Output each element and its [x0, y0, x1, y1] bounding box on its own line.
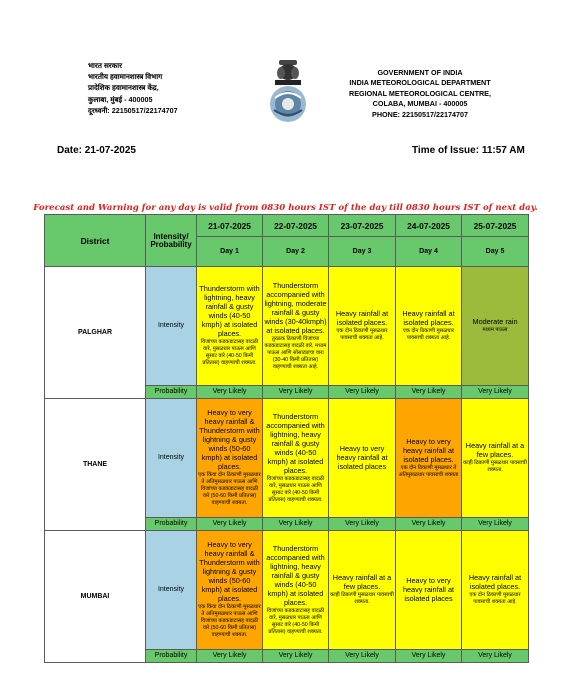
issue-date: Date: 21-07-2025 — [57, 145, 136, 156]
intensity-header: Intensity/ Probability — [146, 215, 197, 267]
forecast-text-en: Heavy rainfall at isolated places. — [468, 573, 522, 591]
probability-value: Very Likely — [263, 386, 329, 399]
forecast-text-mr: काही ठिकाणी मुसळधार पावसाची शक्यता. — [463, 460, 527, 473]
forecast-cell — [462, 531, 529, 650]
date-header: 23-07-2025 — [329, 215, 396, 237]
date-header: 24-07-2025 — [396, 215, 462, 237]
probability-value: Very Likely — [263, 650, 329, 663]
forecast-cell — [462, 399, 529, 518]
forecast-text-en: Thunderstorm with lightning, heavy rainfall & gusty winds (40-50 kmph) at isolated places. — [199, 284, 260, 338]
forecast-cell — [329, 531, 396, 650]
intensity-label: Intensity — [146, 399, 197, 518]
forecast-text-en: Heavy to very heavy rainfall at isolated places — [336, 443, 388, 471]
probability-value: Very Likely — [197, 650, 263, 663]
forecast-cell — [197, 531, 263, 650]
header-right-line: GOVERNMENT OF INDIA — [377, 68, 463, 77]
day-header: Day 4 — [396, 237, 462, 267]
probability-label: Probability — [146, 518, 197, 531]
forecast-cell — [396, 531, 462, 650]
header-right-line: PHONE: 22150517/22174707 — [372, 109, 468, 119]
forecast-text-en: Heavy to very heavy rainfall at isolated places — [402, 575, 455, 603]
forecast-text-mr: एक दोन ठिकाणी मुसळधार पावसाची शक्यता आहे. — [402, 328, 455, 341]
forecast-cell — [263, 531, 329, 650]
forecast-text-en: Heavy to very heavy rainfall & Thunderstorm with lightning & gusty winds (50-60 kmph) at isolated places. — [199, 408, 260, 471]
forecast-text-mr: काही ठिकाणी मुसळधार पावसाची शक्यता. — [330, 592, 394, 605]
forecast-text-mr: मध्यम पाऊस — [482, 327, 508, 333]
district-name: THANE — [45, 399, 146, 531]
header-left-line: भारतीय हवामानशास्त्र विभाग — [88, 72, 163, 82]
forecast-text-mr: एक दोन ठिकाणी मुसळधार पावसाची शक्यता आहे. — [469, 592, 521, 605]
forecast-cell — [263, 399, 329, 518]
forecast-text-en: Heavy rainfall at a few places. — [465, 441, 525, 459]
forecast-text-en: Heavy to very heavy rainfall at isolated places. — [402, 436, 455, 464]
forecast-cell — [396, 399, 462, 518]
district-name: MUMBAI — [45, 531, 146, 663]
day-header: Day 1 — [197, 237, 263, 267]
header-left-block — [88, 60, 238, 116]
probability-label: Probability — [146, 386, 197, 399]
probability-value: Very Likely — [329, 650, 396, 663]
probability-value: Very Likely — [396, 650, 462, 663]
forecast-text-en: Heavy rainfall at isolated places. — [402, 309, 455, 327]
forecast-text-mr: एक दोन ठिकाणी मुसळधार पावसाची शक्यता आहे. — [336, 328, 388, 341]
forecast-text-en: Heavy rainfall at a few places. — [332, 573, 392, 591]
probability-value: Very Likely — [462, 650, 529, 663]
forecast-cell — [329, 267, 396, 386]
forecast-text-en: Heavy to very heavy rainfall & Thunderstorm with lightning & gusty winds (50-60 kmph) at isolated places. — [199, 540, 260, 603]
forecast-text-mr: एक दोन ठिकाणी मुसळधार ते अतिमुसळधार पावसाची शक्यता — [398, 464, 459, 478]
forecast-text-mr: एक किंवा दोन ठिकाणी मुसळधार ते अतिमुसळधार पाऊस आणि विजांच्या कडकडाटासह वादळी वारे (50-60 किमी प्रतितास) वाहण्याची शक्यता. — [198, 604, 261, 638]
forecast-text-mr: विजांच्या कडकडाटासह वादळी वारे, मुसळधार पाऊस आणि सुसाट वारे (40-50 किमी प्रतितास) वाहण्याची शक्यता. — [266, 475, 325, 503]
header-right-line: INDIA METEOROLOGICAL DEPARTMENT — [349, 78, 491, 88]
probability-label: Probability — [146, 650, 197, 663]
validity-notice: Forecast and Warning for any day is valid from 0830 hours IST of the day till 0830 hours IST of next day. — [33, 203, 538, 213]
forecast-text-en: Heavy rainfall at isolated places. — [335, 309, 389, 327]
forecast-text-en: Moderate rain — [472, 317, 518, 326]
forecast-text-mr: विजांच्या कडकडाटासह वादळी वारे, मुसळधार पाऊस आणि सुसाट वारे (40-50 किमी प्रतितास) वाहण्याची शक्यता. — [200, 339, 259, 366]
header-right-line: REGIONAL METEOROLOGICAL CENTRE, — [349, 88, 491, 98]
forecast-text-en: Thunderstorm accompanied with lightning, heavy rainfall & gusty winds (40-50 kmph) at isolated places. — [266, 411, 325, 475]
district-header: District — [45, 215, 146, 267]
intensity-label: Intensity — [146, 531, 197, 650]
date-header: 25-07-2025 — [462, 215, 529, 237]
header-left-line: भारत सरकार — [88, 61, 123, 70]
forecast-cell — [197, 399, 263, 518]
header-left-line: प्रादेशिक हवामानशास्त्र केंद्र, — [88, 83, 159, 93]
forecast-table — [44, 214, 529, 663]
probability-value: Very Likely — [396, 386, 462, 399]
national-emblem-icon — [265, 58, 311, 128]
probability-value: Very Likely — [462, 518, 529, 531]
probability-value: Very Likely — [396, 518, 462, 531]
probability-value: Very Likely — [263, 518, 329, 531]
day-header: Day 2 — [263, 237, 329, 267]
probability-value: Very Likely — [197, 518, 263, 531]
header-left-line: कुलाबा, मुंबई - 400005 — [88, 94, 153, 104]
header-left-line: दूरध्वनी: 22150517/22174707 — [88, 105, 178, 115]
forecast-cell — [396, 267, 462, 386]
forecast-text-mr: एक किंवा दोन ठिकाणी मुसळधार ते अतिमुसळधार पाऊस आणि विजांच्या कडकडाटासह वादळी वारे (50-60 किमी प्रतितास) वाहण्याची शक्यता. — [198, 472, 261, 506]
forecast-text-mr: तुरळक ठिकाणी विजांच्या कडकडाटासह वादळी वारे, मध्यम पाऊस आणि सोसाट्याचा वारा (30-40 किमी प्रतितास) वाहण्याची शक्यता आहे. — [264, 335, 327, 370]
probability-value: Very Likely — [197, 386, 263, 399]
probability-value: Very Likely — [462, 386, 529, 399]
issue-time: Time of Issue: 11:57 AM — [412, 145, 525, 156]
day-header: Day 5 — [462, 237, 529, 267]
intensity-label: Intensity — [146, 267, 197, 386]
forecast-cell — [197, 267, 263, 386]
forecast-cell — [263, 267, 329, 386]
forecast-text-mr: विजांच्या कडकडाटासह वादळी वारे, मुसळधार पाऊस आणि सुसाट वारे (40-50 किमी प्रतितास) वाहण्याची शक्यता. — [266, 607, 325, 635]
forecast-cell — [462, 267, 529, 386]
day-header: Day 3 — [329, 237, 396, 267]
date-header: 22-07-2025 — [263, 215, 329, 237]
probability-value: Very Likely — [329, 518, 396, 531]
forecast-cell — [329, 399, 396, 518]
header-right-block — [340, 68, 500, 120]
date-header: 21-07-2025 — [197, 215, 263, 237]
probability-value: Very Likely — [329, 386, 396, 399]
forecast-text-en: Thunderstorm accompanied with lightning, moderate rainfall & gusty winds (30-40kmph) at isolated places. — [264, 280, 327, 335]
forecast-text-en: Thunderstorm accompanied with lightning, heavy rainfall & gusty winds (40-50 kmph) at isolated places. — [266, 543, 325, 607]
header-right-line: COLABA, MUMBAI - 400005 — [372, 99, 468, 109]
district-name: PALGHAR — [45, 267, 146, 399]
